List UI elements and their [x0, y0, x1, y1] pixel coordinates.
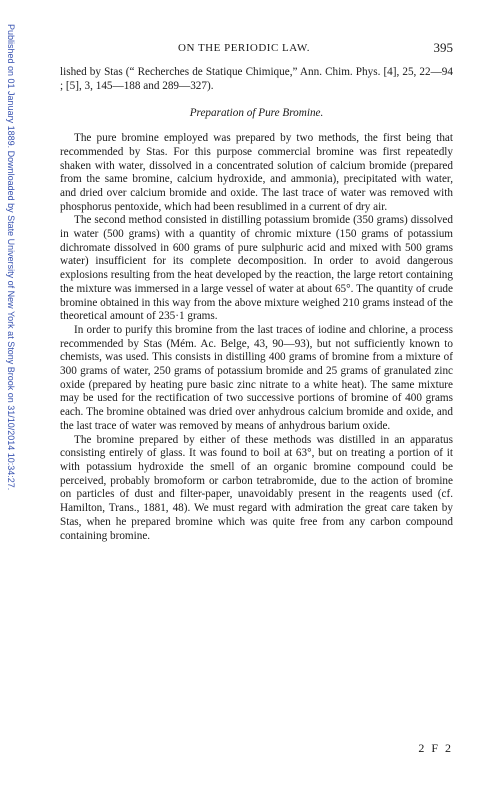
paragraph-purification: In order to purify this bromine from the last traces of iodine and chlorine, a process recommended by Stas (Mém. Ac. Belge, 43, 90—93), but not sufficiently known to chemists, was used. This consists in distilling 400 grams of bromine from a mixture of 300 grams of water, 250 grams of potassium bromide and 25 grams of granulated zinc oxide (prepared by heating pure basic zinc nitrate to a white heat). The same mixture may be used for the rectification of two successive portions of bromine of 400 grams each. The bromine obtained was dried over anhydrous calcium bromide and oxide, and the last trace of water was removed by means of anhydrous barium oxide.: [60, 323, 453, 432]
paragraph-distillation: The bromine prepared by either of these methods was distilled in an apparatus consisting entirely of glass. It was found to boil at 63°, but on treating a portion of it with potassium hydroxide the smell of an organic bromine compound could be perceived, probably bromoform or carbon tetrabromide, due to the action of bromine on particles of dust and filter-paper, unavoidably present in the reagents used (cf. Hamilton, Trans., 1881, 48). We must regard with admiration the great care taken by Stas, when he prepared bromine which was quite free from any carbon compound containing bromine.: [60, 433, 453, 542]
download-watermark-text: Published on 01 January 1889. Downloaded by State University of New York at Stony Brook on 31/10/2014 10:34:27.: [6, 24, 16, 491]
page-number: 395: [433, 40, 453, 55]
paragraph-second-method: The second method consisted in distilling potassium bromide (350 grams) dissolved in water (500 grams) with a quantity of chromic mixture (150 grams of potassium dichromate dissolved in 600 grams of pure sulphuric acid and mixed with 500 grams water) insufficient for its complete decomposition. In order to avoid dangerous explosions resulting from the heat developed by the reaction, the large retort containing the mixture was immersed in a large vessel of water at about 65°. The quantity of crude bromine obtained in this way from the above mixture weighed 210 grams instead of the theoretical amount of 235·1 grams.: [60, 214, 453, 323]
paragraph-continued: lished by Stas (“ Recherches de Statique Chimique,” Ann. Chim. Phys. [4], 25, 22—94 ; [5], 3, 145—188 and 289—327).: [60, 66, 453, 92]
article-body: [60, 66, 453, 543]
download-watermark: [0, 24, 18, 744]
section-heading: Preparation of Pure Bromine.: [189, 107, 324, 120]
paragraph-first-method: The pure bromine employed was prepared by two methods, the first being that recommended by Stas. For this purpose commercial bromine was first repeatedly shaken with water, dissolved in a concentrated solution of calcium bromide (prepared from the same bromine, calcium hydroxide, and ammonia), precipitated with water, and dried over calcium bromide and oxide. The last trace of water was removed with phosphorus pentoxide, which had been resublimed in a current of dry air.: [60, 132, 453, 213]
running-title: ON THE PERIODIC LAW.: [178, 42, 310, 54]
signature-mark: 2 F 2: [418, 741, 453, 755]
page-header: [60, 42, 453, 58]
